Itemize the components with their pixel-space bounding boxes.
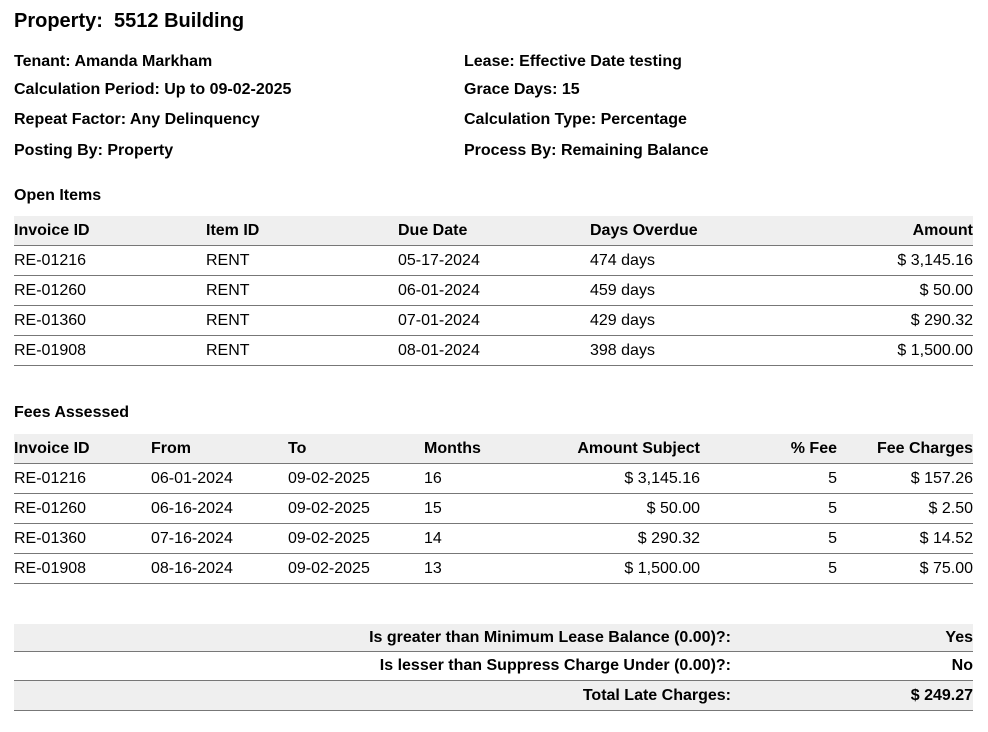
invoice-id-cell: RE-01216 (14, 464, 151, 494)
fee-charges-cell: $ 2.50 (837, 494, 973, 524)
percent-fee-cell: 5 (700, 524, 837, 554)
days-overdue-cell: 474 days (590, 246, 782, 276)
due-date-cell: 06-01-2024 (398, 276, 590, 306)
repeat-factor-info (14, 111, 260, 129)
suppress-charge-value: No (951, 657, 973, 674)
total-late-charges-label: Total Late Charges: (582, 686, 731, 704)
page-title: Property: 5512 Building (14, 10, 245, 32)
invoice-id-cell: RE-01260 (14, 276, 206, 306)
amount-subject-cell: $ 50.00 (544, 494, 700, 524)
calculation-type-value: Percentage (600, 111, 687, 128)
table-row (14, 464, 973, 494)
col-months: Months (424, 434, 544, 464)
invoice-id-cell: RE-01360 (14, 524, 151, 554)
col-item-id: Item ID (206, 216, 398, 246)
item-id-cell: RENT (206, 276, 398, 306)
table-row (14, 336, 973, 366)
table-row (14, 554, 973, 584)
amount-subject-cell: $ 290.32 (544, 524, 700, 554)
col-fee-charges: Fee Charges (837, 434, 973, 464)
fees-assessed-table (14, 434, 973, 584)
fee-charges-cell: $ 157.26 (837, 464, 973, 494)
col-amount-subject: Amount Subject (544, 434, 700, 464)
lease-label: Lease: (464, 53, 515, 70)
to-cell: 09-02-2025 (288, 524, 424, 554)
from-cell: 06-16-2024 (151, 494, 288, 524)
summary-section (14, 624, 973, 711)
calculation-period-info (14, 81, 291, 99)
table-row (14, 524, 973, 554)
repeat-factor-label: Repeat Factor: (14, 111, 127, 128)
suppress-charge-row (14, 652, 973, 681)
item-id-cell: RENT (206, 336, 398, 366)
from-cell: 06-01-2024 (151, 464, 288, 494)
item-id-cell: RENT (206, 246, 398, 276)
amount-cell: $ 50.00 (782, 276, 973, 306)
table-row (14, 494, 973, 524)
invoice-id-cell: RE-01908 (14, 554, 151, 584)
days-overdue-cell: 429 days (590, 306, 782, 336)
col-days-overdue: Days Overdue (590, 216, 782, 246)
grace-days-info (464, 81, 580, 99)
col-due-date: Due Date (398, 216, 590, 246)
suppress-charge-label: Is lesser than Suppress Charge Under (0.00)?: (379, 657, 731, 674)
grace-days-label: Grace Days: (464, 81, 558, 98)
fees-assessed-title: Fees Assessed (14, 404, 130, 421)
amount-subject-cell: $ 3,145.16 (544, 464, 700, 494)
col-amount: Amount (782, 216, 973, 246)
fees-header-row (14, 434, 973, 464)
to-cell: 09-02-2025 (288, 494, 424, 524)
calculation-period-value: Up to 09-02-2025 (164, 81, 292, 98)
due-date-cell: 05-17-2024 (398, 246, 590, 276)
posting-by-label: Posting By: (14, 142, 103, 159)
invoice-id-cell: RE-01260 (14, 494, 151, 524)
percent-fee-cell: 5 (700, 464, 837, 494)
to-cell: 09-02-2025 (288, 464, 424, 494)
calculation-type-info (464, 111, 687, 129)
invoice-id-cell: RE-01360 (14, 306, 206, 336)
process-by-value: Remaining Balance (560, 142, 709, 159)
months-cell: 15 (424, 494, 544, 524)
invoice-id-cell: RE-01216 (14, 246, 206, 276)
item-id-cell: RENT (206, 306, 398, 336)
lease-value: Effective Date testing (519, 53, 682, 70)
amount-cell: $ 290.32 (782, 306, 973, 336)
calculation-type-label: Calculation Type: (464, 111, 597, 128)
table-row (14, 306, 973, 336)
minimum-balance-label: Is greater than Minimum Lease Balance (0.00)?: (369, 628, 731, 646)
calculation-period-label: Calculation Period: (14, 81, 160, 98)
process-by-label: Process By: (464, 142, 557, 159)
amount-cell: $ 1,500.00 (782, 336, 973, 366)
lease-info (464, 53, 682, 71)
to-cell: 09-02-2025 (288, 554, 424, 584)
amount-cell: $ 3,145.16 (782, 246, 973, 276)
process-by-info (464, 142, 709, 160)
invoice-id-cell: RE-01908 (14, 336, 206, 366)
months-cell: 14 (424, 524, 544, 554)
posting-by-value: Property (107, 142, 174, 159)
percent-fee-cell: 5 (700, 494, 837, 524)
minimum-balance-row (14, 624, 973, 652)
minimum-balance-value: Yes (945, 628, 973, 646)
fee-charges-cell: $ 75.00 (837, 554, 973, 584)
fee-charges-cell: $ 14.52 (837, 524, 973, 554)
open-items-table (14, 216, 973, 366)
posting-by-info (14, 142, 173, 160)
from-cell: 07-16-2024 (151, 524, 288, 554)
due-date-cell: 08-01-2024 (398, 336, 590, 366)
open-items-header-row (14, 216, 973, 246)
months-cell: 13 (424, 554, 544, 584)
tenant-label: Tenant: (14, 53, 71, 70)
total-late-charges-row (14, 681, 973, 711)
days-overdue-cell: 398 days (590, 336, 782, 366)
percent-fee-cell: 5 (700, 554, 837, 584)
months-cell: 16 (424, 464, 544, 494)
repeat-factor-value: Any Delinquency (129, 111, 260, 128)
grace-days-value: 15 (561, 81, 580, 98)
amount-subject-cell: $ 1,500.00 (544, 554, 700, 584)
table-row (14, 246, 973, 276)
total-late-charges-value: $ 249.27 (910, 686, 973, 704)
col-to: To (288, 434, 424, 464)
col-from: From (151, 434, 288, 464)
days-overdue-cell: 459 days (590, 276, 782, 306)
due-date-cell: 07-01-2024 (398, 306, 590, 336)
col-invoice-id: Invoice ID (14, 434, 151, 464)
from-cell: 08-16-2024 (151, 554, 288, 584)
col-percent-fee: % Fee (700, 434, 837, 464)
tenant-value: Amanda Markham (74, 53, 213, 70)
open-items-title: Open Items (14, 187, 102, 204)
col-invoice-id: Invoice ID (14, 216, 206, 246)
table-row (14, 276, 973, 306)
tenant-info (14, 53, 212, 71)
